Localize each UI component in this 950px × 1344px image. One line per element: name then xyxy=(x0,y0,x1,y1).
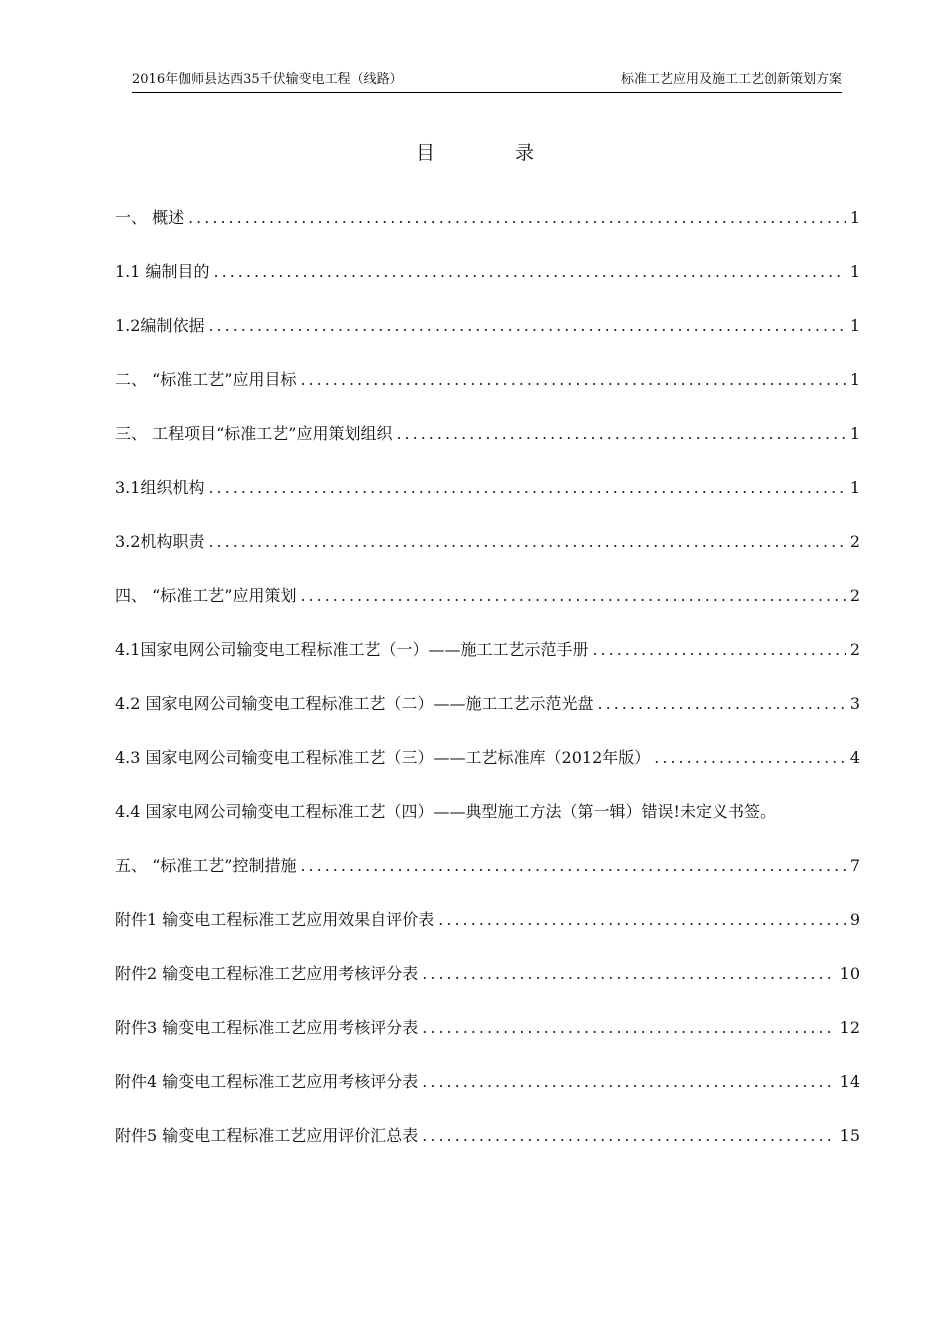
toc-entry[interactable] xyxy=(115,367,860,421)
toc-entry-label: 1.1 编制目的 xyxy=(115,262,210,281)
toc-leader-dots xyxy=(422,1126,835,1145)
toc-leader-dots xyxy=(300,856,845,875)
toc-leader-dots xyxy=(208,478,845,497)
page-title xyxy=(0,138,950,165)
toc-entry-label: 4.4 国家电网公司输变电工程标准工艺（四）——典型施工方法（第一辑）错误!未定义书签。 xyxy=(115,802,776,821)
toc-entry[interactable] xyxy=(115,1069,860,1123)
toc-entry-label: 4.3 国家电网公司输变电工程标准工艺（三）——工艺标准库（2012年版） xyxy=(115,748,651,767)
toc-entry-page: 15 xyxy=(839,1126,860,1145)
toc-leader-dots xyxy=(422,1072,835,1091)
toc-entry-label: 附件5 输变电工程标准工艺应用评价汇总表 xyxy=(115,1126,419,1145)
toc-leader-dots xyxy=(654,748,846,767)
toc-entry[interactable] xyxy=(115,799,905,853)
toc-entry-page: 2 xyxy=(849,532,860,551)
toc-entry[interactable] xyxy=(115,1123,860,1177)
toc-entry-label: 五、 “标准工艺”控制措施 xyxy=(115,856,297,875)
toc-entry[interactable] xyxy=(115,475,860,529)
toc-entry-page: 1 xyxy=(849,424,860,443)
toc-leader-dots xyxy=(300,370,845,389)
toc-entry-label: 3.1组织机构 xyxy=(115,478,205,497)
toc-entry[interactable] xyxy=(115,583,860,637)
page-header xyxy=(132,70,842,93)
toc-entry[interactable] xyxy=(115,421,860,475)
toc-entry[interactable] xyxy=(115,1015,860,1069)
toc-entry[interactable] xyxy=(115,205,860,259)
toc-entry-page: 1 xyxy=(849,262,860,281)
toc-entry-label: 1.2编制依据 xyxy=(115,316,205,335)
toc-entry-label: 3.2机构职责 xyxy=(115,532,205,551)
toc-entry-page: 7 xyxy=(849,856,860,875)
toc-entry-page: 1 xyxy=(849,478,860,497)
toc-leader-dots xyxy=(208,532,845,551)
toc-entry[interactable] xyxy=(115,907,860,961)
toc-entry[interactable] xyxy=(115,637,860,691)
title-char-1: 目 xyxy=(415,142,435,164)
toc-entry-label: 4.2 国家电网公司输变电工程标准工艺（二）——施工工艺示范光盘 xyxy=(115,694,594,713)
toc-entry[interactable] xyxy=(115,961,860,1015)
toc-leader-dots xyxy=(300,586,845,605)
toc-entry-label: 一、 概述 xyxy=(115,208,185,227)
toc-entry[interactable] xyxy=(115,259,860,313)
toc-entry-page: 4 xyxy=(849,748,860,767)
table-of-contents xyxy=(115,205,860,1177)
toc-leader-dots xyxy=(598,694,846,713)
toc-leader-dots xyxy=(422,964,835,983)
toc-entry-page: 9 xyxy=(849,910,860,929)
toc-entry-label: 4.1国家电网公司输变电工程标准工艺（一）——施工工艺示范手册 xyxy=(115,640,589,659)
toc-leader-dots xyxy=(396,424,845,443)
toc-entry-label: 附件2 输变电工程标准工艺应用考核评分表 xyxy=(115,964,419,983)
toc-entry[interactable] xyxy=(115,529,860,583)
header-left-text: 2016年伽师县达西35千伏输变电工程（线路） xyxy=(132,72,403,87)
toc-entry[interactable] xyxy=(115,691,860,745)
toc-leader-dots xyxy=(214,262,846,281)
toc-entry-label: 附件3 输变电工程标准工艺应用考核评分表 xyxy=(115,1018,419,1037)
toc-entry-page: 1 xyxy=(849,316,860,335)
toc-entry-label: 四、 “标准工艺”应用策划 xyxy=(115,586,297,605)
toc-entry[interactable] xyxy=(115,853,860,907)
toc-entry-label: 附件4 输变电工程标准工艺应用考核评分表 xyxy=(115,1072,419,1091)
toc-leader-dots xyxy=(188,208,846,227)
toc-leader-dots xyxy=(208,316,845,335)
toc-leader-dots xyxy=(592,640,845,659)
toc-entry[interactable] xyxy=(115,313,860,367)
toc-entry[interactable] xyxy=(115,745,860,799)
toc-entry-page: 10 xyxy=(839,964,860,983)
toc-entry-page: 2 xyxy=(849,640,860,659)
toc-entry-page: 1 xyxy=(849,370,860,389)
toc-leader-dots xyxy=(422,1018,835,1037)
toc-entry-page: 12 xyxy=(839,1018,860,1037)
toc-entry-label: 附件1 输变电工程标准工艺应用效果自评价表 xyxy=(115,910,435,929)
toc-entry-page: 14 xyxy=(839,1072,860,1091)
toc-entry-page: 2 xyxy=(849,586,860,605)
toc-entry-page: 3 xyxy=(849,694,860,713)
toc-leader-dots xyxy=(438,910,846,929)
title-char-2: 录 xyxy=(515,142,535,164)
toc-entry-page: 1 xyxy=(849,208,860,227)
toc-entry-label: 三、 工程项目“标准工艺”应用策划组织 xyxy=(115,424,393,443)
header-right-text: 标准工艺应用及施工工艺创新策划方案 xyxy=(620,72,842,87)
toc-entry-label: 二、 “标准工艺”应用目标 xyxy=(115,370,297,389)
